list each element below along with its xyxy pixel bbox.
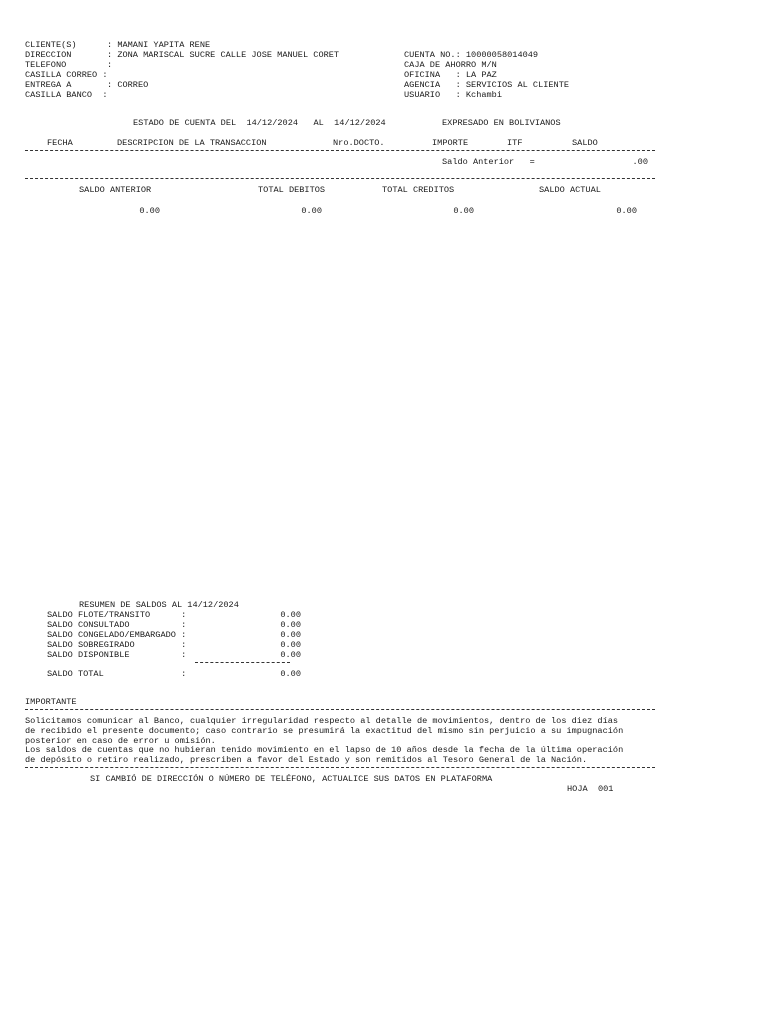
direccion-label: DIRECCION	[25, 50, 72, 60]
totals-label-saldo-actual: SALDO ACTUAL	[539, 185, 601, 195]
column-header-fecha: FECHA	[47, 138, 73, 148]
resumen-row-label: SALDO DISPONIBLE :	[47, 650, 187, 660]
agency: AGENCIA : SERVICIOS AL CLIENTE	[404, 80, 570, 90]
divider	[25, 767, 655, 768]
casilla-banco-label: CASILLA BANCO :	[25, 90, 108, 100]
importante-line: de recibido el presente documento; caso contrario se presumirá la exactitud del mismo sin perjuicio a su impugnación	[25, 726, 624, 736]
resumen-row-label: SALDO CONSULTADO :	[47, 620, 187, 630]
cliente-value: : MAMANI YAPITA RENE	[107, 40, 211, 50]
importante-line: de depósito o retiro realizado, prescriben a favor del Estado y son remitidos al Tesoro General de la Nación.	[25, 755, 588, 765]
column-header-descripcion: DESCRIPCION DE LA TRANSACCION	[117, 138, 267, 148]
page-number: HOJA 001	[567, 784, 614, 794]
divider	[25, 178, 655, 179]
resumen-row-value: 0.00	[280, 630, 301, 640]
column-header-saldo: SALDO	[572, 138, 598, 148]
casilla-correo-label: CASILLA CORREO :	[25, 70, 108, 80]
resumen-row-value: 0.00	[280, 620, 301, 630]
resumen-row-value: 0.00	[280, 640, 301, 650]
account-number: CUENTA NO.: 10000058014049	[404, 50, 539, 60]
resumen-row-label: SALDO FLOTE/TRANSITO :	[47, 610, 187, 620]
resumen-total-value: 0.00	[280, 669, 301, 679]
resumen-row-value: 0.00	[280, 650, 301, 660]
saldo-anterior-value: .00	[632, 157, 648, 167]
importante-line: Los saldos de cuentas que no hubieran tenido movimiento en el lapso de 10 años desde la fecha de la última operación	[25, 745, 624, 755]
resumen-title: RESUMEN DE SALDOS AL 14/12/2024	[79, 600, 239, 610]
totals-label-total-creditos: TOTAL CREDITOS	[382, 185, 455, 195]
totals-label-total-debitos: TOTAL DEBITOS	[258, 185, 326, 195]
resumen-row-label: SALDO CONGELADO/EMBARGADO :	[47, 630, 187, 640]
office: OFICINA : LA PAZ	[404, 70, 497, 80]
importante-line: Solicitamos comunicar al Banco, cualquier irregularidad respecto al detalle de movimientos, dentro de los diez días	[25, 716, 619, 726]
footer-notice: SI CAMBIÓ DE DIRECCIÓN O NÚMERO DE TELÉFONO, ACTUALICE SUS DATOS EN PLATAFORMA	[90, 774, 493, 784]
totals-value-total-creditos: 0.00	[453, 206, 474, 216]
currency-note: EXPRESADO EN BOLIVIANOS	[442, 118, 561, 128]
divider	[25, 150, 655, 151]
resumen-row-value: 0.00	[280, 610, 301, 620]
column-header-docto: Nro.DOCTO.	[333, 138, 385, 148]
telefono-value: :	[107, 60, 113, 70]
resumen-total-label: SALDO TOTAL :	[47, 669, 187, 679]
divider	[25, 709, 655, 710]
user: USUARIO : Kchambi	[404, 90, 502, 100]
totals-value-total-debitos: 0.00	[301, 206, 322, 216]
column-header-itf: ITF	[507, 138, 523, 148]
importante-line: posterior en caso de error u omisión.	[25, 736, 216, 746]
entrega-value: : CORREO	[107, 80, 149, 90]
entrega-label: ENTREGA A	[25, 80, 72, 90]
cliente-label: CLIENTE(S)	[25, 40, 77, 50]
telefono-label: TELEFONO	[25, 60, 67, 70]
importante-heading: IMPORTANTE	[25, 697, 77, 707]
account-type: CAJA DE AHORRO M/N	[404, 60, 497, 70]
saldo-anterior-label: Saldo Anterior =	[442, 157, 535, 167]
totals-label-saldo-anterior: SALDO ANTERIOR	[79, 185, 152, 195]
totals-value-saldo-anterior: 0.00	[139, 206, 160, 216]
column-header-importe: IMPORTE	[432, 138, 469, 148]
statement-period: ESTADO DE CUENTA DEL 14/12/2024 AL 14/12/2024	[133, 118, 386, 128]
resumen-divider	[195, 662, 290, 663]
direccion-value: : ZONA MARISCAL SUCRE CALLE JOSE MANUEL CORET	[107, 50, 340, 60]
resumen-row-label: SALDO SOBREGIRADO :	[47, 640, 187, 650]
totals-value-saldo-actual: 0.00	[616, 206, 637, 216]
